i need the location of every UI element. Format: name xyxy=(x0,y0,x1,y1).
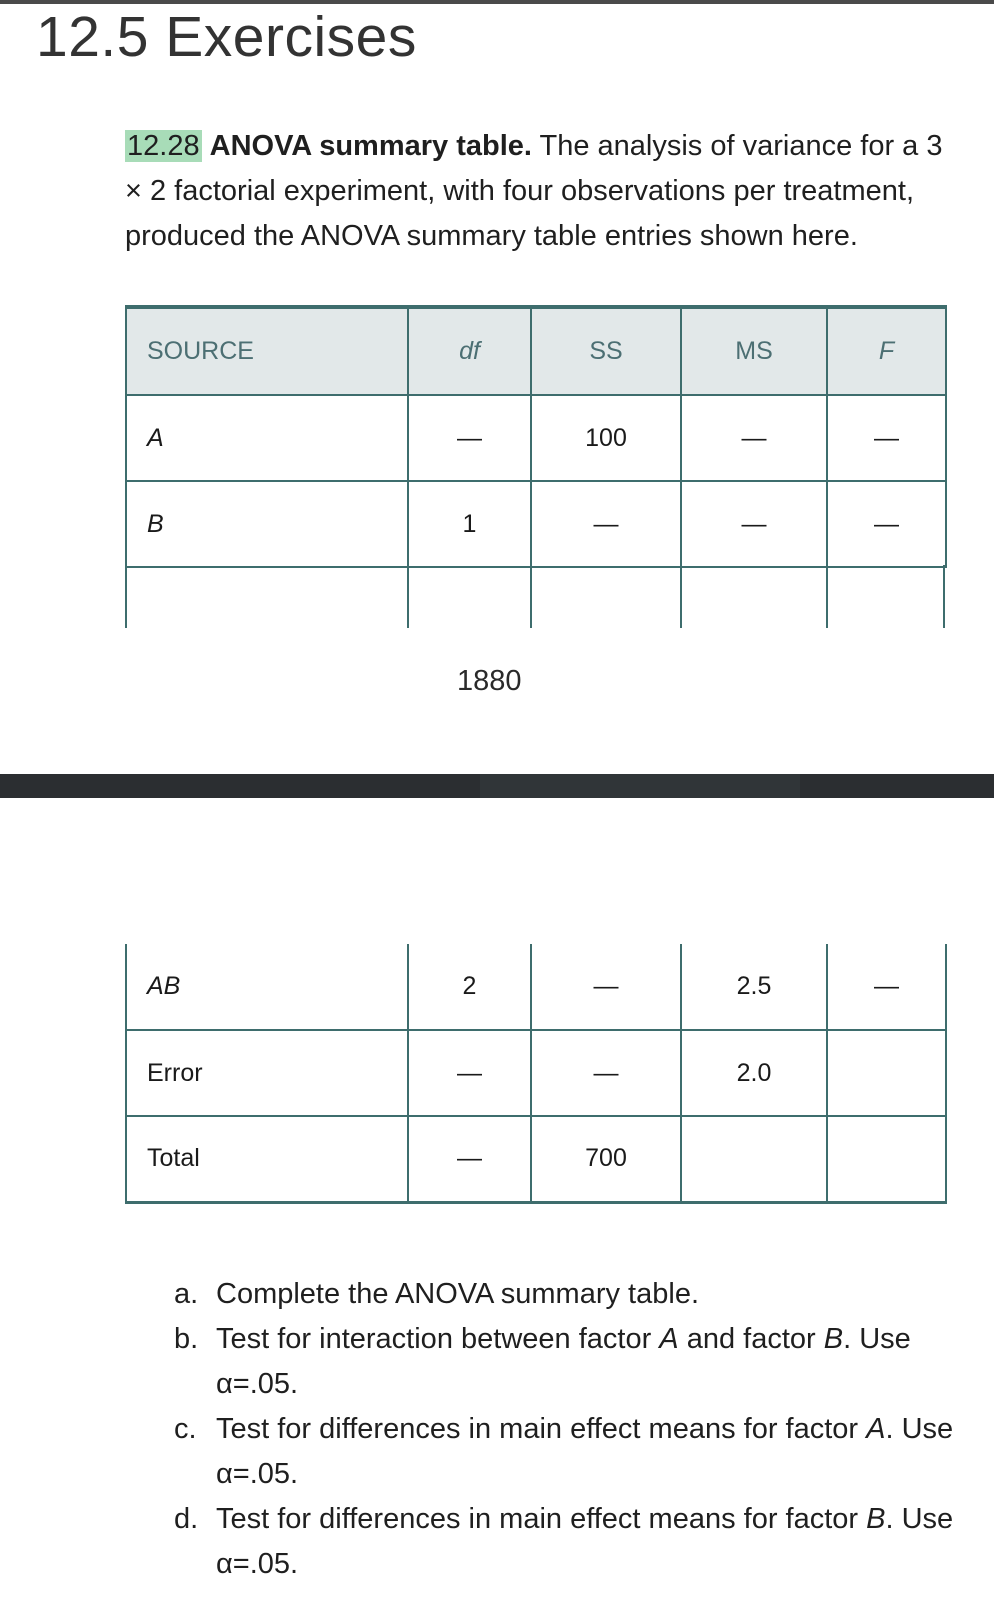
cell-f xyxy=(827,1030,946,1116)
cell-source: Total xyxy=(126,1116,408,1202)
table-row xyxy=(126,1030,946,1116)
item-text: . Use α=.05. xyxy=(216,1413,954,1490)
cell-source: AB xyxy=(126,944,408,1030)
cell-ss: — xyxy=(531,944,681,1030)
cell-source: B xyxy=(126,481,408,567)
item-label: a. xyxy=(174,1278,199,1310)
item-label: c. xyxy=(174,1413,197,1445)
screenshot-divider-bar xyxy=(0,774,994,798)
item-text: Complete the ANOVA summary table. xyxy=(216,1278,700,1310)
cell-ss: — xyxy=(531,1030,681,1116)
factor-name: B xyxy=(823,1323,844,1355)
cell-source: Error xyxy=(126,1030,408,1116)
table-gridline xyxy=(407,565,409,628)
problem-heading: ANOVA summary table. xyxy=(209,130,532,162)
item-text: . Use α=.05. xyxy=(216,1323,911,1400)
header-df: df xyxy=(408,307,531,395)
factor-name: A xyxy=(659,1323,679,1355)
cell-ss: — xyxy=(531,481,681,567)
cell-ss: 100 xyxy=(531,395,681,481)
table-gridline xyxy=(943,565,945,628)
header-ms: MS xyxy=(681,307,827,395)
list-item xyxy=(170,1407,960,1497)
cell-ms: 2.0 xyxy=(681,1030,827,1116)
table-gridline xyxy=(826,565,828,628)
list-item xyxy=(170,1497,960,1587)
table-gridline xyxy=(530,565,532,628)
list-item xyxy=(170,1317,960,1407)
cell-df: 2 xyxy=(408,944,531,1030)
list-item xyxy=(170,1272,960,1317)
item-label: d. xyxy=(174,1503,199,1535)
table-header-row xyxy=(126,307,946,395)
cell-df: 1 xyxy=(408,481,531,567)
problem-text: The analysis of variance for a 3 × 2 factorial experiment, with four observations per treatment, produced the ANOVA summary table entries shown here. xyxy=(125,130,943,252)
cell-ms: — xyxy=(681,481,827,567)
table-gridline xyxy=(680,565,682,628)
cell-f: — xyxy=(827,944,946,1030)
header-ss: SS xyxy=(531,307,681,395)
item-text: Test for interaction between factor xyxy=(216,1323,660,1355)
anova-table-bottom xyxy=(125,944,947,1204)
cell-ss: 700 xyxy=(531,1116,681,1202)
cell-f xyxy=(827,1116,946,1202)
header-source: SOURCE xyxy=(126,307,408,395)
cell-df: — xyxy=(408,1030,531,1116)
table-gridline xyxy=(125,565,127,628)
anova-table-top xyxy=(125,305,947,568)
partial-table-row xyxy=(125,565,945,628)
item-text: . Use α=.05. xyxy=(216,1503,954,1580)
cell-source: A xyxy=(126,395,408,481)
divider-shade xyxy=(480,774,800,798)
cell-f: — xyxy=(827,481,946,567)
problem-statement xyxy=(125,124,945,259)
cell-f: — xyxy=(827,395,946,481)
cell-ms: 2.5 xyxy=(681,944,827,1030)
table-row xyxy=(126,395,946,481)
item-text: and factor xyxy=(678,1323,824,1355)
factor-name: A xyxy=(866,1413,886,1445)
cell-ms: — xyxy=(681,395,827,481)
item-text: Test for differences in main effect means for factor xyxy=(216,1413,867,1445)
cell-df: — xyxy=(408,1116,531,1202)
cell-df: — xyxy=(408,395,531,481)
table-row xyxy=(126,1116,946,1202)
problem-number: 12.28 xyxy=(127,130,200,162)
stray-value: 1880 xyxy=(457,665,522,697)
table-row xyxy=(126,944,946,1030)
cell-ms xyxy=(681,1116,827,1202)
table-row xyxy=(126,481,946,567)
header-f: F xyxy=(827,307,946,395)
section-title: 12.5 Exercises xyxy=(36,5,417,69)
question-list xyxy=(170,1272,960,1587)
factor-name: B xyxy=(866,1503,886,1535)
item-label: b. xyxy=(174,1323,199,1355)
item-text: Test for differences in main effect means for factor xyxy=(216,1503,867,1535)
